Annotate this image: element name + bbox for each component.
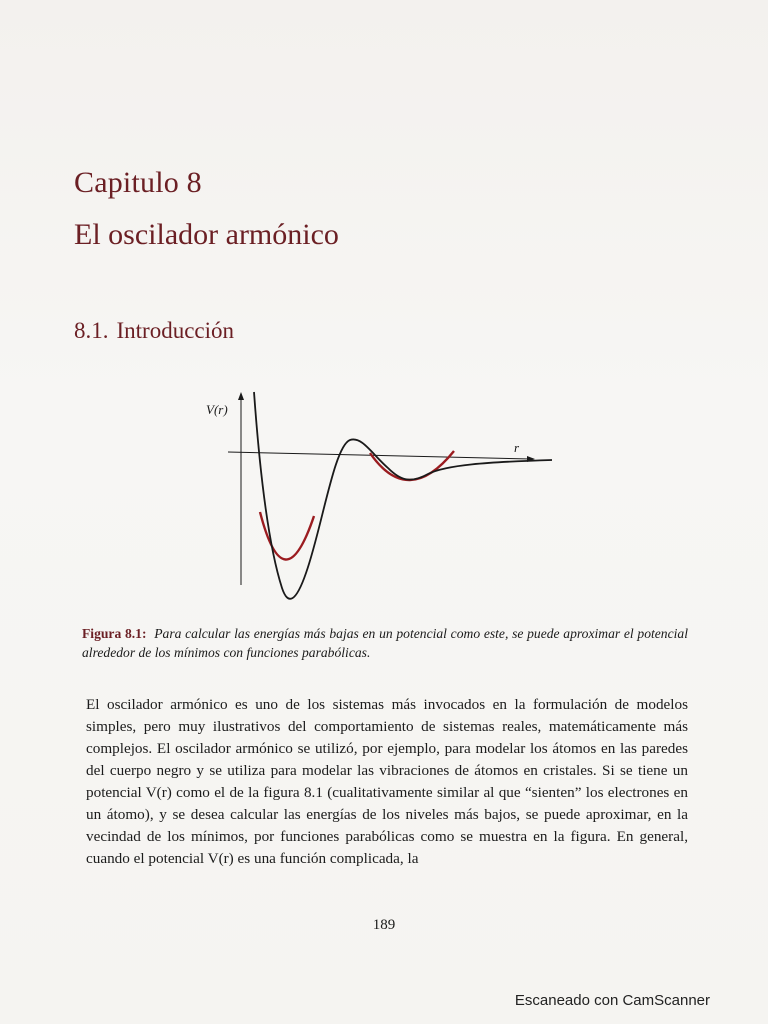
scanner-watermark: Escaneado con CamScanner xyxy=(514,992,710,1009)
x-axis xyxy=(228,452,531,459)
y-axis-arrow-icon xyxy=(238,392,244,400)
page-number: 189 xyxy=(372,917,396,933)
chapter-title: El oscilador armónico xyxy=(74,218,339,251)
potential-diagram xyxy=(196,388,566,613)
section-number: 8.1. xyxy=(74,318,109,343)
caption-label: Figura 8.1: xyxy=(82,626,147,641)
y-axis-label: V(r) xyxy=(206,402,228,417)
figure-caption xyxy=(82,624,688,662)
chapter-label: Capitulo 8 xyxy=(74,166,202,199)
section-heading xyxy=(74,318,234,344)
potential-figure xyxy=(196,388,566,613)
potential-curve xyxy=(254,392,552,599)
body-paragraph: El oscilador armónico es uno de los sistemas más invocados en la formulación de modelos simples, pero muy ilustrativos del comportamiento de sistemas reales, matemáticamente más complejos. El oscilador armónico se utilizó, por ejemplo, para modelar los átomos en las paredes del cuerpo negro y se utiliza para modelar las vibraciones de átomos en cristales. Si se tiene un potencial V(r) como el de la figura 8.1 (cualitativamente similar al que “sienten” los electrones en un átomo), y se desea calcular las energías de los niveles más bajos, se puede aproximar, en la vecindad de los mínimos, por funciones parabólicas como se muestra en la figura. En general, cuando el potencial V(r) es una función complicada, la xyxy=(86,696,688,867)
section-title: Introducción xyxy=(116,318,235,343)
caption-text: Para calcular las energías más bajas en un potencial como este, se puede aproximar el potencial alrededor de los mínimos con funciones parabólicas. xyxy=(82,626,688,660)
x-axis-label: r xyxy=(514,440,520,455)
